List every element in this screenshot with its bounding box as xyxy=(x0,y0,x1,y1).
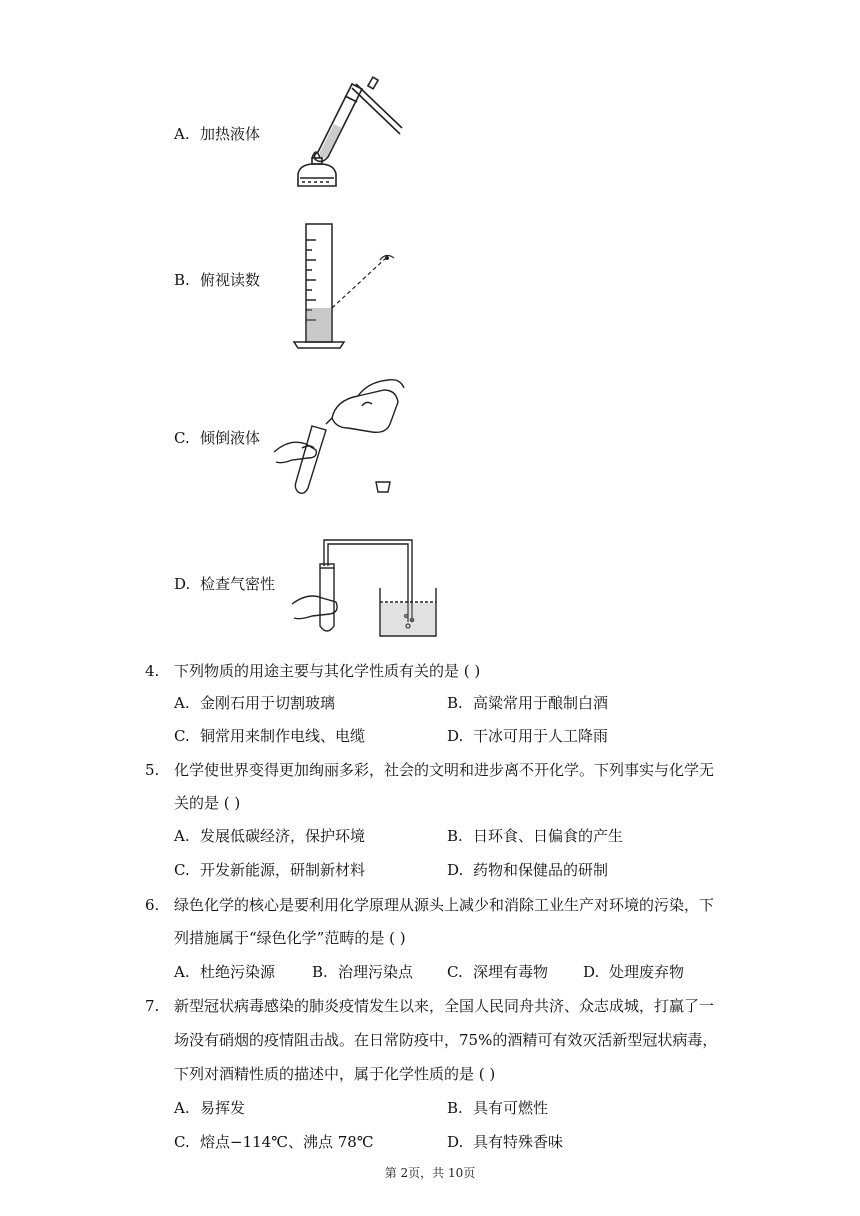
q6-option-a[interactable] xyxy=(174,962,275,982)
question-stem: 化学使世界变得更加绚丽多彩，社会的文明和进步离不开化学。下列事实与化学无 xyxy=(174,761,715,779)
q6-option-b[interactable] xyxy=(312,962,413,982)
q5-option-b[interactable] xyxy=(447,826,623,846)
option-letter: C. xyxy=(174,429,190,447)
option-letter: B. xyxy=(174,271,190,289)
question-stem: 下列对酒精性质的描述中，属于化学性质的是 ( ) xyxy=(174,1065,496,1083)
option-letter: A. xyxy=(174,1099,190,1117)
option-letter: D. xyxy=(174,575,191,593)
question-stem: 下列物质的用途主要与其化学性质有关的是 ( ) xyxy=(174,662,481,680)
option-text: 熔点−114℃、沸点 78℃ xyxy=(200,1133,374,1151)
option-letter: A. xyxy=(174,827,190,845)
q3-option-d[interactable] xyxy=(174,574,275,594)
option-letter: C. xyxy=(174,861,190,879)
q7-option-c[interactable] xyxy=(174,1132,374,1152)
option-text: 杜绝污染源 xyxy=(200,963,276,981)
question-stem: 关的是 ( ) xyxy=(174,794,241,812)
option-letter: C. xyxy=(174,1133,190,1151)
q4-option-c[interactable] xyxy=(174,726,365,746)
option-text: 治理污染点 xyxy=(338,963,414,981)
option-letter: A. xyxy=(174,694,190,712)
question-stem: 绿色化学的核心是要利用化学原理从源头上减少和消除工业生产对环境的污染，下 xyxy=(174,896,715,914)
option-text: 易挥发 xyxy=(200,1099,246,1117)
page-footer: 第 2页，共 10页 xyxy=(384,1166,476,1180)
option-letter: B. xyxy=(447,827,463,845)
option-letter: B. xyxy=(447,694,463,712)
question-stem: 列措施属于“绿色化学”范畴的是 ( ) xyxy=(174,929,406,947)
option-letter: C. xyxy=(174,727,190,745)
option-text: 俯视读数 xyxy=(200,271,261,289)
option-text: 金刚石用于切割玻璃 xyxy=(200,694,336,712)
option-letter: D. xyxy=(447,861,464,879)
airtightness-check-figure xyxy=(290,532,440,642)
option-text: 具有可燃性 xyxy=(473,1099,549,1117)
q5-option-d[interactable] xyxy=(447,860,608,880)
option-letter: B. xyxy=(447,1099,463,1117)
option-text: 深埋有毒物 xyxy=(473,963,549,981)
q7-option-b[interactable] xyxy=(447,1098,548,1118)
question-stem: 场没有硝烟的疫情阻击战。在日常防疫中，75%的酒精可有效灭活新型冠状病毒， xyxy=(174,1031,718,1049)
option-letter: B. xyxy=(312,963,328,981)
q5-option-c[interactable] xyxy=(174,860,365,880)
option-text: 开发新能源，研制新材料 xyxy=(200,861,366,879)
question-stem: 新型冠状病毒感染的肺炎疫情发生以来，全国人民同舟共济、众志成城，打赢了一 xyxy=(174,997,715,1015)
question-number: 4. xyxy=(145,662,160,680)
option-letter: A. xyxy=(174,125,190,143)
option-text: 处理废弃物 xyxy=(609,963,685,981)
q7-option-d[interactable] xyxy=(447,1132,563,1152)
q4-option-d[interactable] xyxy=(447,726,608,746)
pouring-liquid-figure xyxy=(272,378,408,500)
option-text: 发展低碳经济，保护环境 xyxy=(200,827,366,845)
graduated-cylinder-reading-figure xyxy=(290,220,410,356)
option-text: 日环食、日偏食的产生 xyxy=(473,827,624,845)
q5-option-a[interactable] xyxy=(174,826,365,846)
q6-option-c[interactable] xyxy=(447,962,548,982)
q3-option-a[interactable] xyxy=(174,124,260,144)
q3-option-b[interactable] xyxy=(174,270,260,290)
option-text: 加热液体 xyxy=(200,125,261,143)
q6-option-d[interactable] xyxy=(583,962,684,982)
option-text: 干冰可用于人工降雨 xyxy=(473,727,609,745)
option-text: 高粱常用于酿制白酒 xyxy=(473,694,609,712)
question-number: 5. xyxy=(145,761,160,779)
q4-option-a[interactable] xyxy=(174,693,335,713)
question-number: 7. xyxy=(145,997,160,1015)
question-number: 6. xyxy=(145,896,160,914)
option-text: 检查气密性 xyxy=(200,575,276,593)
option-letter: C. xyxy=(447,963,463,981)
option-text: 药物和保健品的研制 xyxy=(473,861,609,879)
option-text: 铜常用来制作电线、电缆 xyxy=(200,727,366,745)
option-text: 倾倒液体 xyxy=(200,429,261,447)
q7-option-a[interactable] xyxy=(174,1098,245,1118)
option-letter: A. xyxy=(174,963,190,981)
test-tube-heating-figure xyxy=(290,74,410,194)
option-text: 具有特殊香味 xyxy=(473,1133,564,1151)
option-letter: D. xyxy=(447,727,464,745)
option-letter: D. xyxy=(447,1133,464,1151)
q3-option-c[interactable] xyxy=(174,428,260,448)
q4-option-b[interactable] xyxy=(447,693,608,713)
option-letter: D. xyxy=(583,963,600,981)
